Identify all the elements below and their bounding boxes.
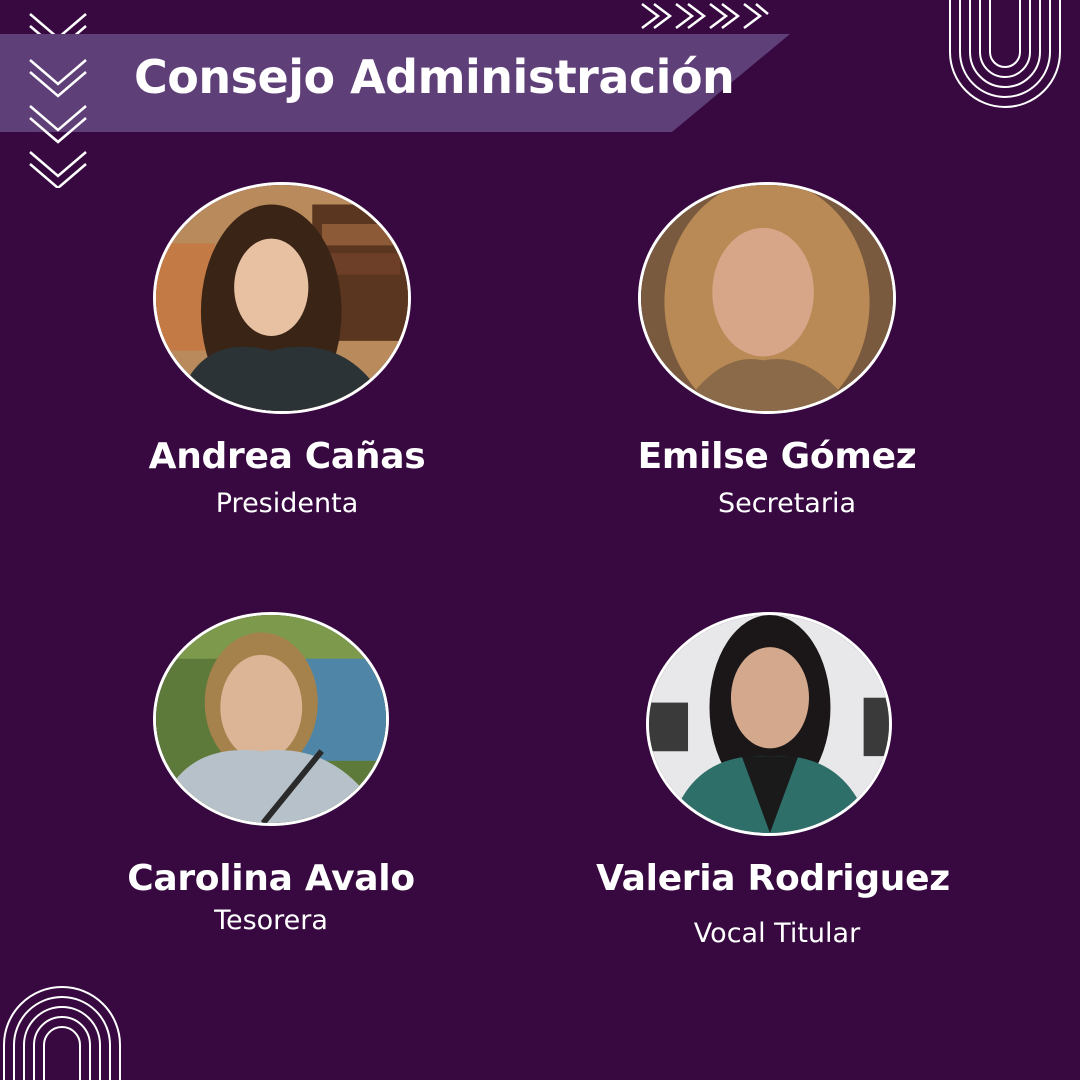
page-title: Consejo Administración — [134, 50, 735, 104]
portrait-carolina-image — [156, 615, 386, 823]
portrait-valeria-image — [649, 615, 889, 833]
avatar-emilse — [638, 182, 896, 414]
member-role-andrea: Presidenta — [215, 488, 359, 519]
member-name-andrea: Andrea Cañas — [148, 436, 426, 477]
member-role-valeria: Vocal Titular — [693, 918, 861, 949]
avatar-andrea — [153, 182, 411, 414]
portrait-andrea-image — [156, 185, 408, 411]
avatar-carolina — [153, 612, 389, 826]
chevron-overlay-icon — [24, 8, 94, 188]
member-name-carolina: Carolina Avalo — [127, 858, 415, 899]
arch-lines-bottom-icon — [0, 985, 128, 1080]
member-name-emilse: Emilse Gómez — [637, 436, 917, 477]
avatar-valeria — [646, 612, 892, 836]
member-name-valeria: Valeria Rodriguez — [596, 858, 950, 899]
arrow-right-chevrons-icon — [640, 0, 770, 34]
portrait-emilse-image — [641, 185, 893, 411]
member-role-emilse: Secretaria — [718, 488, 856, 519]
member-role-carolina: Tesorera — [214, 905, 328, 936]
arch-lines-icon — [946, 0, 1064, 110]
